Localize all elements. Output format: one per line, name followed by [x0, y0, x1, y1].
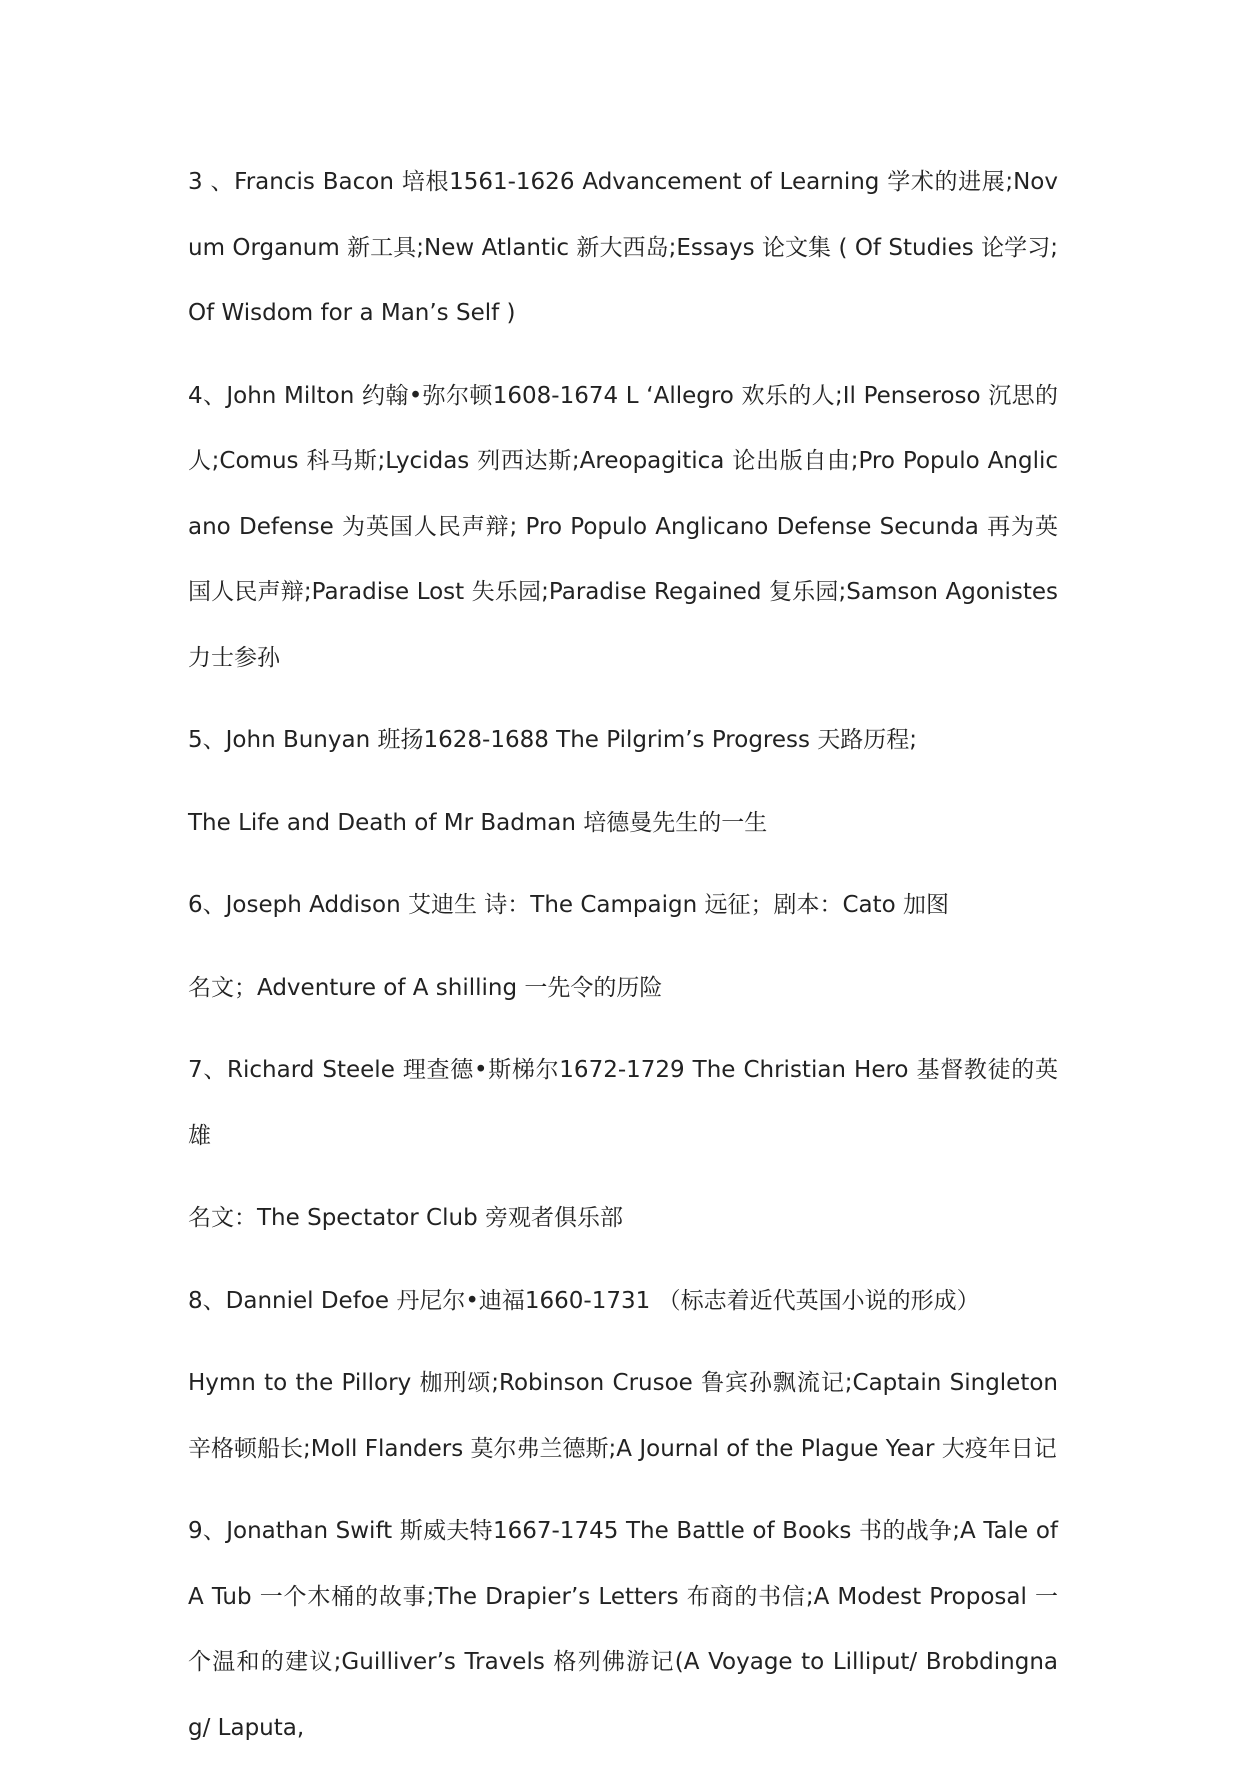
paragraph-addison-2: 名文；Adventure of A shilling 一先令的历险	[188, 974, 663, 1001]
paragraph-addison: 6、Joseph Addison 艾迪生 诗：The Campaign 远征；剧本：Cato 加图	[188, 892, 950, 918]
paragraph-defoe-works: Hymn to the Pillory 枷刑颂;Robinson Crusoe 鲁宾孙飘流记;Captain Singleton 辛格顿船长;Moll Flanders 莫尔弗兰德斯;A Journal of the Plague Year 大疫年日记	[188, 1370, 1058, 1462]
paragraph-steele-2: 名文：The Spectator Club 旁观者俱乐部	[188, 1205, 623, 1231]
paragraph-defoe: 8、Danniel Defoe 丹尼尔•迪福1660-1731 （标志着近代英国小说的形成）	[188, 1287, 980, 1314]
paragraph-bacon: 3 、Francis Bacon 培根1561-1626 Advancement of Learning 学术的进展;Novum Organum 新工具;New Atlantic 新大西岛;Essays 论文集 ( Of Studies 论学习;Of Wisdom for a Man’s Self )	[188, 169, 1058, 326]
paragraph-steele: 7、Richard Steele 理查德•斯梯尔1672-1729 The Christian Hero 基督教徒的英雄	[188, 1057, 1058, 1149]
paragraph-bunyan: 5、John Bunyan 班扬1628-1688 The Pilgrim’s Progress 天路历程;	[188, 727, 918, 753]
paragraph-swift: 9、Jonathan Swift 斯威夫特1667-1745 The Battle of Books 书的战争;A Tale of A Tub 一个木桶的故事;The Drapier’s Letters 布商的书信;A Modest Proposal 一个温和的建议;Guilliver’s Travels 格列佛游记(A Voyage to Lilliput/ Brobdingnag/ Laputa,	[188, 1518, 1058, 1741]
document-page	[188, 150, 1058, 1778]
paragraph-milton: 4、John Milton 约翰•弥尔顿1608-1674 L ‘Allegro 欢乐的人;Il Penseroso 沉思的人;Comus 科马斯;Lycidas 列西达斯;Areopagitica 论出版自由;Pro Populo Anglicano Defense 为英国人民声辩; Pro Populo Anglicano Defense Secunda 再为英国人民声辩;Paradise Lost 失乐园;Paradise Regained 复乐园;Samson Agonistes 力士参孙	[188, 382, 1058, 671]
paragraph-bunyan-2: The Life and Death of Mr Badman 培德曼先生的一生	[188, 809, 768, 836]
